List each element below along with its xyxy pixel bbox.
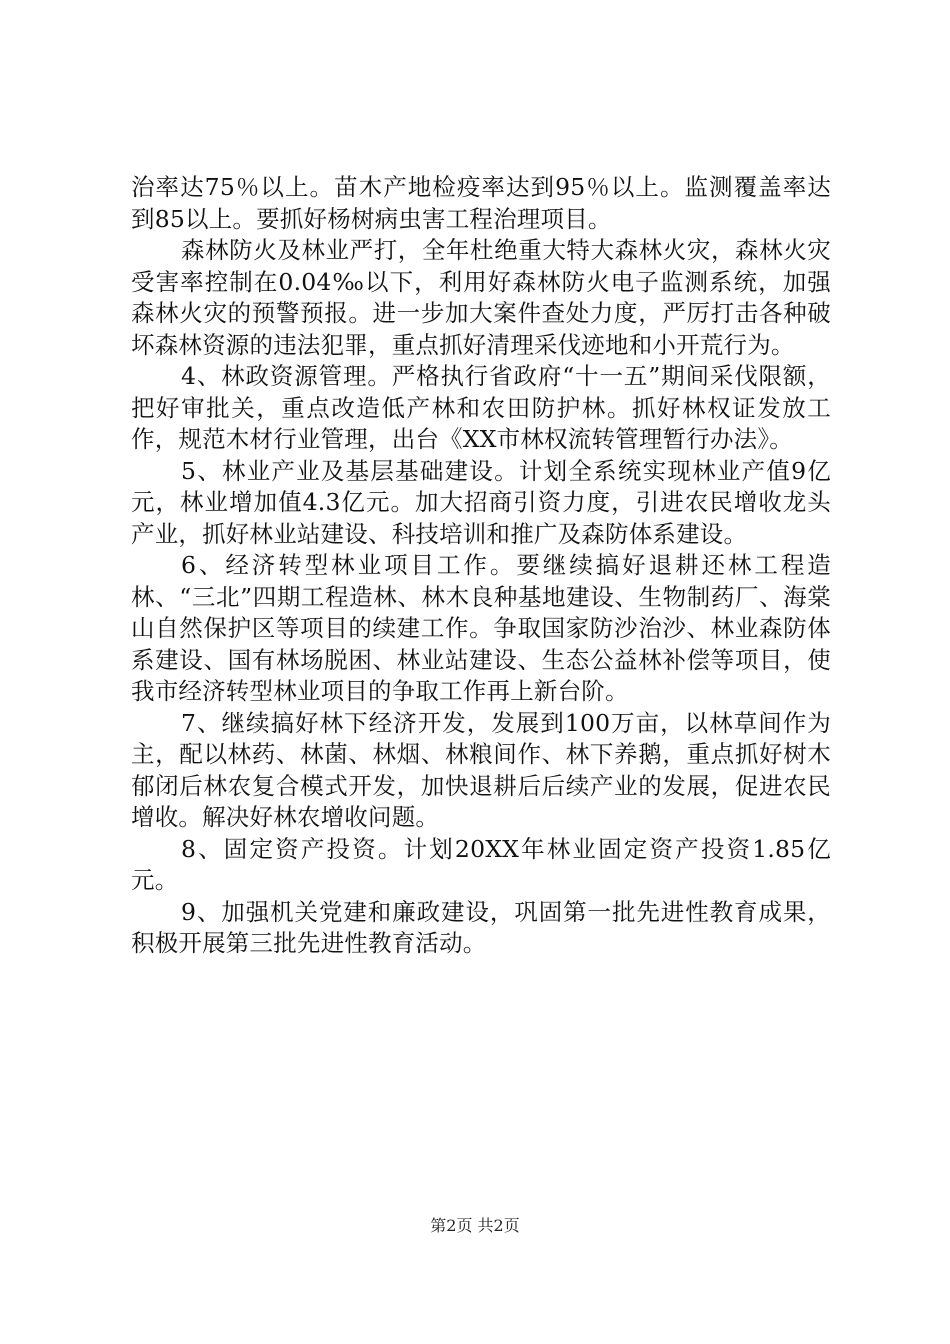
paragraph-3: 4、林政资源管理。严格执行省政府“十一五”期间采伐限额，把好审批关，重点改造低产林和农田防护林。抓好林权证发放工作，规范木材行业管理，出台《XX市林权流转管理暂行办法》。 [131, 362, 831, 453]
paragraph-7: 8、固定资产投资。计划20XX年林业固定资产投资1.85亿元。 [131, 834, 831, 894]
paragraph-5: 6、经济转型林业项目工作。要继续搞好退耕还林工程造林、“三北”四期工程造林、林木良种基地建设、生物制药厂、海棠山自然保护区等项目的续建工作。争取国家防沙治沙、林业森防体系建设、国有林场脱困、林业站建设、生态公益林补偿等项目，使我市经济转型林业项目的争取工作再上新台阶。 [131, 551, 831, 705]
paragraph-8: 9、加强机关党建和廉政建设，巩固第一批先进性教育成果，积极开展第三批先进性教育活动。 [131, 897, 831, 957]
paragraph-1: 治率达75％以上。苗木产地检疫率达到95％以上。监测覆盖率达到85以上。要抓好杨树病虫害工程治理项目。 [131, 173, 831, 233]
paragraph-6: 7、继续搞好林下经济开发，发展到100万亩，以林草间作为主，配以林药、林菌、林烟、林粮间作、林下养鹅，重点抓好树木郁闭后林农复合模式开发，加快退耕后后续产业的发展，促进农民增收。解决好林农增收问题。 [131, 708, 831, 831]
page-footer: 第2页 共2页 [430, 1216, 520, 1235]
paragraph-2: 森林防火及林业严打，全年杜绝重大特大森林火灾，森林火灾受害率控制在0.04‰以下，利用好森林防火电子监测系统，加强森林火灾的预警预报。进一步加大案件查处力度，严厉打击各种破坏森林资源的违法犯罪，重点抓好清理采伐迹地和小开荒行为。 [131, 236, 831, 359]
document-body [131, 172, 831, 960]
paragraph-4: 5、林业产业及基层基础建设。计划全系统实现林业产值9亿元，林业增加值4.3亿元。加大招商引资力度，引进农民增收龙头产业，抓好林业站建设、科技培训和推广及森防体系建设。 [131, 456, 831, 548]
